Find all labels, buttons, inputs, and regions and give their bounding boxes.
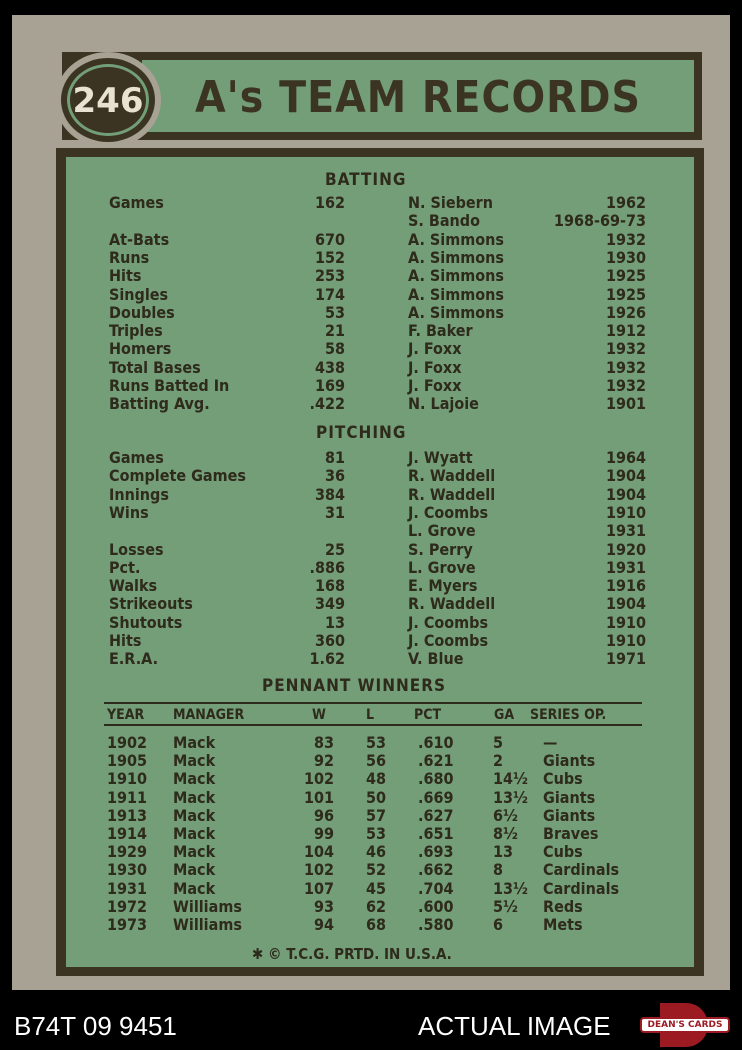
batting-record-year: 1925 [605,285,646,304]
pennant-series-opponent: Cubs [543,842,583,861]
pennant-games-ahead: 5½ [493,897,518,916]
certification-id: B74T 09 9451 [14,1011,177,1041]
batting-record-year: 1925 [605,266,646,285]
pennant-pct: .580 [418,915,454,934]
pennant-col-ga: GA [494,707,515,723]
batting-stat-label: Runs [109,248,150,267]
pennant-pct: .621 [418,751,454,770]
pennant-games-ahead: 8½ [493,824,518,843]
pitching-record-holder: S. Perry [408,540,473,559]
batting-record-holder: N. Siebern [408,193,494,212]
pennant-col-year: YEAR [107,707,145,723]
pitching-stat-value: 81 [324,448,345,467]
card-title: A's TEAM RECORDS [194,72,642,123]
batting-record-holder: J. Foxx [408,339,462,358]
pennant-col-w: W [312,707,326,723]
pennant-wins: 102 [303,860,334,879]
pennant-losses: 56 [365,751,386,770]
pitching-record-holder: L. Grove [408,521,476,540]
pennant-year: 1913 [107,806,148,825]
pennant-wins: 104 [303,842,334,861]
pennant-pct: .693 [418,842,454,861]
batting-record-year: 1912 [605,321,646,340]
batting-stat-value: 253 [314,266,345,285]
pitching-record-holder: J. Coombs [408,631,489,650]
pitching-record-holder: R. Waddell [408,594,496,613]
pennant-col-manager: MANAGER [173,707,245,723]
pennant-pct: .662 [418,860,454,879]
batting-record-holder: F. Baker [408,321,473,340]
pitching-record-holder: J. Coombs [408,613,489,632]
batting-stat-label: Batting Avg. [109,394,210,413]
batting-stat-label: At-Bats [109,230,170,249]
pitching-record-year: 1910 [605,503,646,522]
pitching-stat-value: 25 [324,540,345,559]
batting-stat-value: 53 [324,303,345,322]
pennant-losses: 48 [365,769,386,788]
pennant-games-ahead: 2 [493,751,504,770]
pennant-wins: 83 [313,733,334,752]
batting-record-holder: A. Simmons [408,266,504,285]
pennant-games-ahead: 13½ [493,788,528,807]
batting-stat-value: 162 [314,193,345,212]
batting-record-holder: A. Simmons [408,303,504,322]
pitching-record-holder: V. Blue [408,649,464,668]
pennant-year: 1905 [107,751,148,770]
pennant-wins: 99 [313,824,334,843]
pitching-stat-label: Complete Games [109,466,246,485]
batting-record-year: 1968-69-73 [553,211,646,230]
batting-record-holder: A. Simmons [408,248,504,267]
pitching-record-year: 1971 [605,649,646,668]
pitching-record-year: 1964 [605,448,646,467]
pennant-series-opponent: Giants [543,751,596,770]
batting-stat-value: 21 [324,321,345,340]
batting-record-holder: J. Foxx [408,358,462,377]
pennant-header-rule-top [104,702,642,704]
batting-heading: BATTING [325,170,407,190]
pennant-manager: Mack [173,824,216,843]
pennant-losses: 68 [365,915,386,934]
batting-record-year: 1930 [605,248,646,267]
pennant-year: 1929 [107,842,148,861]
pitching-stat-value: 1.62 [309,649,345,668]
batting-stat-value: 174 [314,285,345,304]
pennant-series-opponent: Giants [543,806,596,825]
pennant-losses: 45 [365,879,386,898]
pennant-losses: 50 [365,788,386,807]
pennant-games-ahead: 13½ [493,879,528,898]
pennant-year: 1902 [107,733,148,752]
pennant-manager: Mack [173,733,216,752]
pitching-stat-value: 168 [314,576,345,595]
pitching-stat-label: Wins [109,503,149,522]
pennant-games-ahead: 6½ [493,806,518,825]
pennant-series-opponent: Mets [543,915,583,934]
pitching-record-holder: E. Myers [408,576,478,595]
batting-record-year: 1901 [605,394,646,413]
batting-stat-label: Singles [109,285,169,304]
pitching-stat-value: 360 [314,631,345,650]
pitching-record-year: 1904 [605,466,646,485]
batting-record-holder: A. Simmons [408,230,504,249]
pennant-manager: Mack [173,806,216,825]
pitching-record-holder: R. Waddell [408,466,496,485]
pennant-pct: .651 [418,824,454,843]
pennant-series-opponent: Braves [543,824,599,843]
pitching-stat-label: Shutouts [109,613,183,632]
pennant-losses: 53 [365,824,386,843]
pennant-manager: Mack [173,788,216,807]
batting-stat-value: 58 [324,339,345,358]
pennant-wins: 94 [313,915,334,934]
pennant-losses: 62 [365,897,386,916]
pitching-stat-value: 349 [314,594,345,613]
batting-record-holder: N. Lajoie [408,394,479,413]
pennant-wins: 92 [313,751,334,770]
pitching-stat-label: Losses [109,540,164,559]
pennant-manager: Mack [173,860,216,879]
pennant-series-opponent: Giants [543,788,596,807]
pennant-pct: .704 [418,879,454,898]
pennant-games-ahead: 13 [493,842,514,861]
batting-stat-value: 670 [314,230,345,249]
pennant-year: 1972 [107,897,148,916]
pitching-stat-label: E.R.A. [109,649,159,668]
pennant-year: 1911 [107,788,148,807]
batting-stat-value: 169 [314,376,345,395]
pitching-record-holder: L. Grove [408,558,476,577]
pitching-stat-label: Games [109,448,164,467]
pennant-series-opponent: Cardinals [543,860,620,879]
pitching-stat-label: Strikeouts [109,594,193,613]
batting-stat-value: 152 [314,248,345,267]
pennant-manager: Mack [173,769,216,788]
pennant-year: 1930 [107,860,148,879]
pennant-series-opponent: — [543,733,558,752]
pennant-losses: 46 [365,842,386,861]
pennant-year: 1931 [107,879,148,898]
logo-text: DEAN'S CARDS [640,1017,730,1033]
pitching-record-holder: J. Coombs [408,503,489,522]
pennant-manager: Mack [173,751,216,770]
deans-cards-logo [640,1003,730,1047]
pennant-header-rule-bottom [104,724,642,726]
pennant-wins: 107 [303,879,334,898]
pennant-wins: 93 [313,897,334,916]
pitching-record-year: 1920 [605,540,646,559]
pitching-record-year: 1916 [605,576,646,595]
pennant-year: 1914 [107,824,148,843]
pitching-record-year: 1931 [605,521,646,540]
pitching-stat-value: 31 [324,503,345,522]
pennant-series-opponent: Cardinals [543,879,620,898]
pennant-pct: .680 [418,769,454,788]
pennant-games-ahead: 14½ [493,769,528,788]
pennant-manager: Williams [173,915,242,934]
pitching-stat-value: 13 [324,613,345,632]
batting-stat-label: Hits [109,266,142,285]
pitching-heading: PITCHING [316,423,407,443]
batting-record-year: 1932 [605,358,646,377]
pennant-games-ahead: 8 [493,860,504,879]
pennant-games-ahead: 5 [493,733,504,752]
batting-stat-label: Doubles [109,303,175,322]
batting-stat-value: 438 [314,358,345,377]
batting-stat-label: Homers [109,339,172,358]
batting-stat-label: Games [109,193,164,212]
pennant-year: 1973 [107,915,148,934]
pennant-pct: .627 [418,806,454,825]
pennant-col-series-op: SERIES OP. [530,707,607,723]
batting-stat-label: Triples [109,321,163,340]
pitching-record-year: 1931 [605,558,646,577]
card-number: 246 [72,81,144,121]
pitching-record-holder: J. Wyatt [408,448,473,467]
batting-record-year: 1932 [605,339,646,358]
pennant-manager: Williams [173,897,242,916]
pennant-series-opponent: Reds [543,897,583,916]
pennant-pct: .669 [418,788,454,807]
pitching-stat-label: Pct. [109,558,141,577]
pitching-record-year: 1904 [605,485,646,504]
batting-stat-label: Total Bases [109,358,201,377]
pennant-heading: PENNANT WINNERS [262,676,447,696]
pitching-stat-value: .886 [309,558,345,577]
batting-record-year: 1932 [605,230,646,249]
pennant-losses: 52 [365,860,386,879]
pennant-manager: Mack [173,879,216,898]
pitching-record-year: 1904 [605,594,646,613]
pitching-record-holder: R. Waddell [408,485,496,504]
batting-record-holder: S. Bando [408,211,480,230]
pennant-pct: .610 [418,733,454,752]
batting-record-holder: A. Simmons [408,285,504,304]
batting-record-year: 1962 [605,193,646,212]
pennant-col-l: L [366,707,375,723]
pennant-series-opponent: Cubs [543,769,583,788]
batting-record-holder: J. Foxx [408,376,462,395]
pennant-manager: Mack [173,842,216,861]
copyright-line: ✱ © T.C.G. PRTD. IN U.S.A. [252,945,452,963]
pitching-record-year: 1910 [605,631,646,650]
pitching-stat-label: Hits [109,631,142,650]
pennant-games-ahead: 6 [493,915,504,934]
pennant-losses: 53 [365,733,386,752]
pitching-stat-label: Innings [109,485,169,504]
pennant-wins: 96 [313,806,334,825]
pitching-stat-value: 384 [314,485,345,504]
pennant-wins: 102 [303,769,334,788]
batting-record-year: 1926 [605,303,646,322]
pennant-pct: .600 [418,897,454,916]
batting-record-year: 1932 [605,376,646,395]
pitching-record-year: 1910 [605,613,646,632]
pennant-wins: 101 [303,788,334,807]
pitching-stat-label: Walks [109,576,158,595]
pennant-losses: 57 [365,806,386,825]
batting-stat-label: Runs Batted In [109,376,230,395]
batting-stat-value: .422 [309,394,345,413]
pennant-year: 1910 [107,769,148,788]
actual-image-label: ACTUAL IMAGE [418,1011,611,1041]
pitching-stat-value: 36 [324,466,345,485]
pennant-col-pct: PCT [414,707,442,723]
